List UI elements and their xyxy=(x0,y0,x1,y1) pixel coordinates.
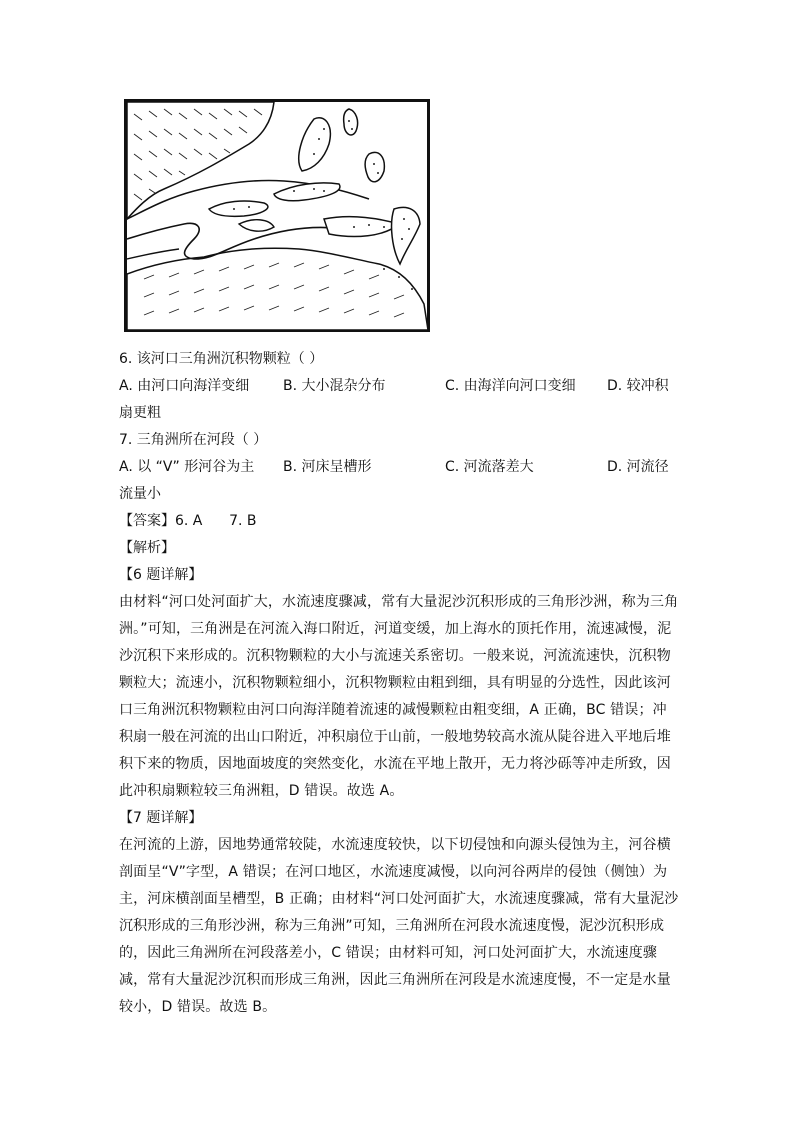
delta-map-figure xyxy=(124,99,430,332)
q6-detail-heading: 【6 题详解】 xyxy=(119,567,203,583)
q7-line: 的，因此三角洲所在河段落差小，C 错误；由材料可知，河口处河面扩大，水流速度骤 xyxy=(119,945,658,961)
q7-option-d-wrap: 流量小 xyxy=(119,486,161,502)
question-7-stem: 7. 三角洲所在河段（ ） xyxy=(119,432,268,448)
q6-line: 此冲积扇颗粒较三角洲粗，D 错误。故选 A。 xyxy=(119,783,404,799)
question-6-stem: 6. 该河口三角洲沉积物颗粒（ ） xyxy=(119,351,324,367)
question-block xyxy=(119,346,679,1021)
q6-option-d: D. 较冲积 xyxy=(607,378,669,394)
q7-detail-heading: 【7 题详解】 xyxy=(119,810,203,826)
analysis-heading: 【解析】 xyxy=(119,540,175,556)
q7-line: 沉积形成的三角形沙洲，称为三角洲”可知，三角洲所在河段水流速度慢，泥沙沉积形成 xyxy=(119,918,665,934)
q7-line: 较小，D 错误。故选 B。 xyxy=(119,999,277,1015)
q6-option-c: C. 由海洋向河口变细 xyxy=(445,378,576,394)
q7-option-a: A. 以 “V” 形河谷为主 xyxy=(119,459,255,475)
q6-line: 由材料“河口处河面扩大，水流速度骤减，常有大量泥沙沉积形成的三角形沙洲，称为三角 xyxy=(119,594,679,610)
q6-line: 洲。”可知，三角洲是在河流入海口附近，河道变缓，加上海水的顶托作用，流速减慢，泥 xyxy=(119,621,672,637)
q6-option-a: A. 由河口向海洋变细 xyxy=(119,378,250,394)
q7-option-b: B. 河床呈槽形 xyxy=(283,459,372,475)
q7-line: 主，河床横剖面呈槽型，B 正确；由材料“河口处河面扩大，水流速度骤减，常有大量泥沙 xyxy=(119,891,679,907)
q6-line: 沙沉积下来形成的。沉积物颗粒的大小与流速关系密切。一般来说，河流流速快，沉积物 xyxy=(119,648,671,664)
q7-line: 剖面呈“V”字型，A 错误；在河口地区，水流速度减慢，以向河谷两岸的侵蚀（侧蚀）为 xyxy=(119,864,668,880)
q6-line: 积下来的物质，因地面坡度的突然变化，水流在平地上散开，无力将沙砾等冲走所致，因 xyxy=(119,756,671,772)
q6-option-d-wrap: 扇更粗 xyxy=(119,405,161,421)
q6-line: 颗粒大；流速小，沉积物颗粒细小，沉积物颗粒由粗到细，具有明显的分选性，因此该河 xyxy=(119,675,671,691)
q7-line: 在河流的上游，因地势通常较陡，水流速度较快，以下切侵蚀和向源头侵蚀为主，河谷横 xyxy=(119,837,671,853)
q6-detail-body xyxy=(119,589,679,805)
q6-line: 口三角洲沉积物颗粒由河口向海洋随着流速的减慢颗粒由粗变细，A 正确，BC 错误；冲 xyxy=(119,702,667,718)
question-6-options xyxy=(119,373,679,400)
answer-line: 【答案】6. A 7. B xyxy=(119,513,257,529)
q7-option-c: C. 河流落差大 xyxy=(445,459,534,475)
question-7-options xyxy=(119,454,679,481)
q7-line: 减，常有大量泥沙沉积而形成三角洲，因此三角洲所在河段是水流速度慢，不一定是水量 xyxy=(119,972,671,988)
q7-detail-body xyxy=(119,832,679,1021)
q6-line: 积扇一般在河流的出山口附近，冲积扇位于山前，一般地势较高水流从陡谷进入平地后堆 xyxy=(119,729,671,745)
q6-option-b: B. 大小混杂分布 xyxy=(283,378,386,394)
q7-option-d: D. 河流径 xyxy=(607,459,669,475)
